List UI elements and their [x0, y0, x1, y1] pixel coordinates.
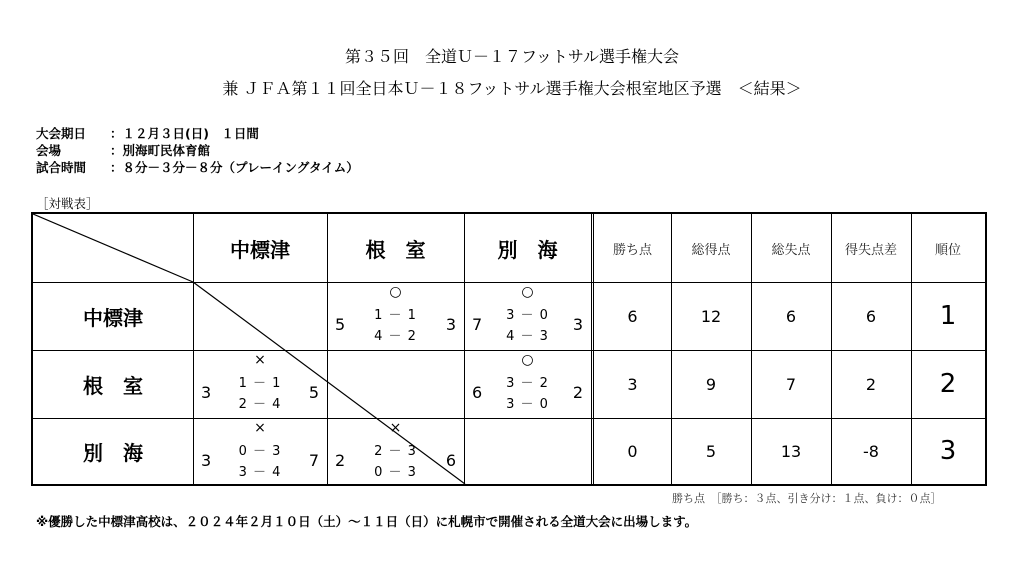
match-result-mark: ×	[254, 352, 266, 368]
match-score-left: 2	[335, 451, 346, 470]
stat-goal-difference: -8	[863, 441, 879, 461]
match-result-mark: ○	[521, 352, 534, 368]
header-team-nakashibetsu: 中標津	[230, 237, 290, 262]
row-team-betsukai: 別 海	[83, 440, 143, 465]
first-half-score: 3 － 2	[506, 376, 549, 391]
match-score-right: 6	[445, 451, 456, 470]
match-result-mark: ×	[389, 420, 402, 436]
info-time-key: 試合時間	[36, 160, 87, 175]
second-half-score: 4 － 2	[374, 329, 417, 344]
stat-rank: 2	[939, 369, 957, 399]
match-score-right: 3	[572, 315, 583, 334]
header-team-betsukai: 別 海	[497, 237, 558, 262]
results-table	[31, 212, 987, 486]
match-score-right: 7	[308, 451, 319, 470]
footnote: ※優勝した中標津高校は、２０２４年２月１０日（土）～１１日（日）に札幌市で開催される全道大会に出場します。	[36, 514, 698, 529]
row-team-nemuro: 根 室	[83, 373, 143, 398]
second-half-score: 2 － 4	[238, 397, 282, 412]
second-half-score: 0 － 3	[374, 465, 417, 480]
stat-goals-for: 9	[705, 374, 717, 394]
stat-rank: 1	[939, 301, 957, 331]
header-rank: 順位	[934, 242, 961, 258]
match-score-right: 2	[572, 383, 583, 402]
match-result-mark: ×	[254, 420, 266, 436]
stat-goals-against: 6	[785, 306, 797, 326]
info-venue	[36, 141, 210, 159]
match-result-cell	[327, 418, 464, 484]
stat-points: 3	[627, 374, 638, 394]
info-venue-value: ：別海町民体育館	[110, 143, 211, 158]
match-score-left: 3	[201, 383, 212, 402]
match-score-left: 6	[472, 383, 483, 402]
title-line-1: 第３５回 全道Ｕ－１７フットサル選手権大会	[344, 47, 680, 66]
first-half-score: 1 － 1	[238, 376, 282, 391]
first-half-score: 2 － 3	[374, 444, 417, 459]
info-venue-key: 会場	[36, 143, 62, 158]
match-score-left: 7	[472, 315, 483, 334]
info-date-key: 大会期日	[36, 126, 87, 141]
second-half-score: 3 － 0	[506, 397, 549, 412]
match-result-mark: ○	[389, 284, 402, 300]
stat-goals-for: 5	[705, 441, 717, 461]
info-date	[36, 124, 259, 142]
stat-goals-for: 12	[700, 306, 722, 326]
match-result-cell	[193, 418, 327, 484]
header-goals-for: 総得点	[691, 242, 731, 258]
title-line-2: 兼 ＪＦＡ第１１回全日本Ｕ－１８フットサル選手権大会根室地区予選 ＜結果＞	[222, 79, 802, 98]
info-time-value: ：８分－３分－８分（プレーイングタイム）	[110, 160, 359, 175]
stat-goals-against: 13	[780, 441, 802, 461]
match-score-right: 3	[445, 315, 456, 334]
match-score-left: 5	[335, 315, 346, 334]
info-date-value: ：１２月３日(日) １日間	[110, 126, 259, 141]
header-points: 勝ち点	[612, 242, 652, 258]
stat-points: 0	[627, 441, 638, 461]
first-half-score: 1 － 1	[374, 308, 417, 323]
first-half-score: 0 － 3	[238, 444, 282, 459]
match-result-cell	[464, 350, 591, 418]
header-goal-difference: 得失点差	[844, 242, 897, 258]
match-score-left: 3	[201, 451, 212, 470]
header-team-nemuro: 根 室	[365, 237, 426, 262]
match-score-right: 5	[308, 383, 319, 402]
match-result-cell	[193, 350, 327, 418]
stat-goal-difference: 6	[865, 306, 877, 326]
stat-goals-against: 7	[785, 374, 797, 394]
first-half-score: 3 － 0	[506, 308, 549, 323]
stat-points: 6	[627, 306, 638, 326]
second-half-score: 3 － 4	[238, 465, 282, 480]
match-result-cell	[464, 282, 591, 350]
info-time	[36, 158, 359, 176]
section-label: ［対戦表］	[36, 196, 99, 211]
match-result-cell	[327, 282, 464, 350]
stat-rank: 3	[939, 436, 957, 466]
points-legend: 勝ち点 ［勝ち：３点、引き分け：１点、負け：０点］	[672, 492, 942, 505]
header-goals-against: 総失点	[771, 242, 811, 258]
second-half-score: 4 － 3	[506, 329, 549, 344]
match-result-mark: ○	[521, 284, 534, 300]
row-team-nakashibetsu: 中標津	[83, 305, 143, 330]
stat-goal-difference: 2	[865, 374, 877, 394]
